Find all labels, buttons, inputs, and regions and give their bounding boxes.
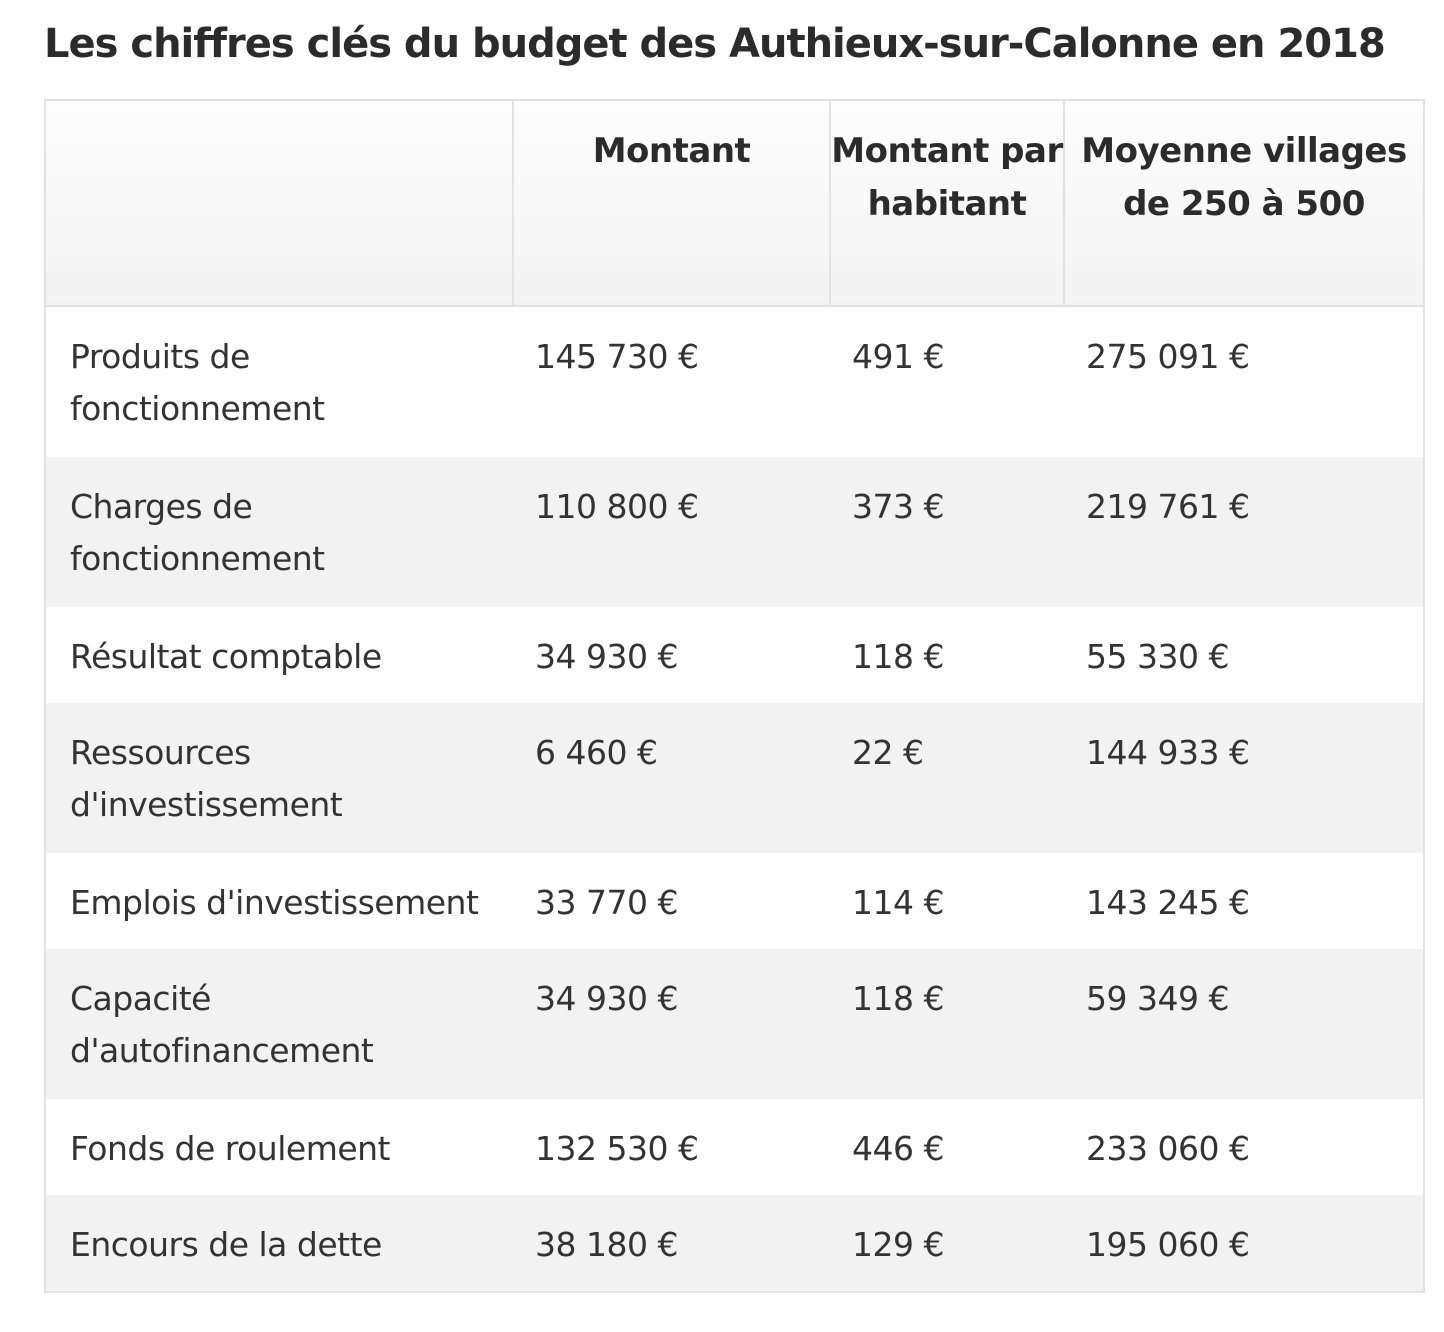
row-par-habitant: 129 €: [852, 1225, 944, 1264]
row-par-habitant: 118 €: [852, 637, 944, 676]
row-moyenne: 143 245 €: [1086, 883, 1250, 922]
row-moyenne: 233 060 €: [1086, 1129, 1250, 1168]
row-montant: 33 770 €: [535, 883, 678, 922]
row-moyenne: 195 060 €: [1086, 1225, 1250, 1264]
table-row: [45, 703, 1424, 853]
table-row: [45, 949, 1424, 1099]
row-par-habitant: 373 €: [852, 487, 944, 526]
row-moyenne: 59 349 €: [1086, 979, 1229, 1018]
row-montant: 38 180 €: [535, 1225, 678, 1264]
header-montant-par-habitant: Montant par habitant: [830, 100, 1064, 306]
table-row: [45, 1195, 1424, 1292]
header-row: [45, 100, 1424, 306]
row-par-habitant: 446 €: [852, 1129, 944, 1168]
row-moyenne: 55 330 €: [1086, 637, 1229, 676]
row-montant: 34 930 €: [535, 637, 678, 676]
row-moyenne: 219 761 €: [1086, 487, 1250, 526]
table-row: [45, 457, 1424, 607]
row-par-habitant: 118 €: [852, 979, 944, 1018]
row-par-habitant: 114 €: [852, 883, 944, 922]
row-label: Charges de fonctionnement: [70, 487, 325, 578]
row-montant: 110 800 €: [535, 487, 699, 526]
row-moyenne: 144 933 €: [1086, 733, 1250, 772]
table-row: [45, 853, 1424, 949]
row-label: Emplois d'investissement: [70, 883, 479, 922]
row-montant: 34 930 €: [535, 979, 678, 1018]
row-moyenne: 275 091 €: [1086, 337, 1250, 376]
row-label: Capacité d'autofinancement: [70, 979, 374, 1070]
page-title: Les chiffres clés du budget des Authieux-sur-Calonne en 2018: [44, 21, 1385, 67]
row-montant: 145 730 €: [535, 337, 699, 376]
table-row: [45, 306, 1424, 457]
table-header: [45, 100, 1424, 306]
table-row: [45, 607, 1424, 703]
header-montant: Montant: [513, 100, 830, 306]
budget-table: [44, 99, 1425, 1293]
row-label: Résultat comptable: [70, 637, 382, 676]
header-empty: [45, 100, 513, 306]
header-moyenne-villages: Moyenne villages de 250 à 500: [1064, 100, 1424, 306]
row-label: Encours de la dette: [70, 1225, 382, 1264]
row-par-habitant: 22 €: [852, 733, 924, 772]
row-label: Ressources d'investissement: [70, 733, 343, 824]
row-montant: 6 460 €: [535, 733, 658, 772]
row-label: Produits de fonctionnement: [70, 337, 325, 428]
table-row: [45, 1099, 1424, 1195]
row-par-habitant: 491 €: [852, 337, 944, 376]
row-label: Fonds de roulement: [70, 1129, 391, 1168]
row-montant: 132 530 €: [535, 1129, 699, 1168]
table-body: [45, 306, 1424, 1292]
